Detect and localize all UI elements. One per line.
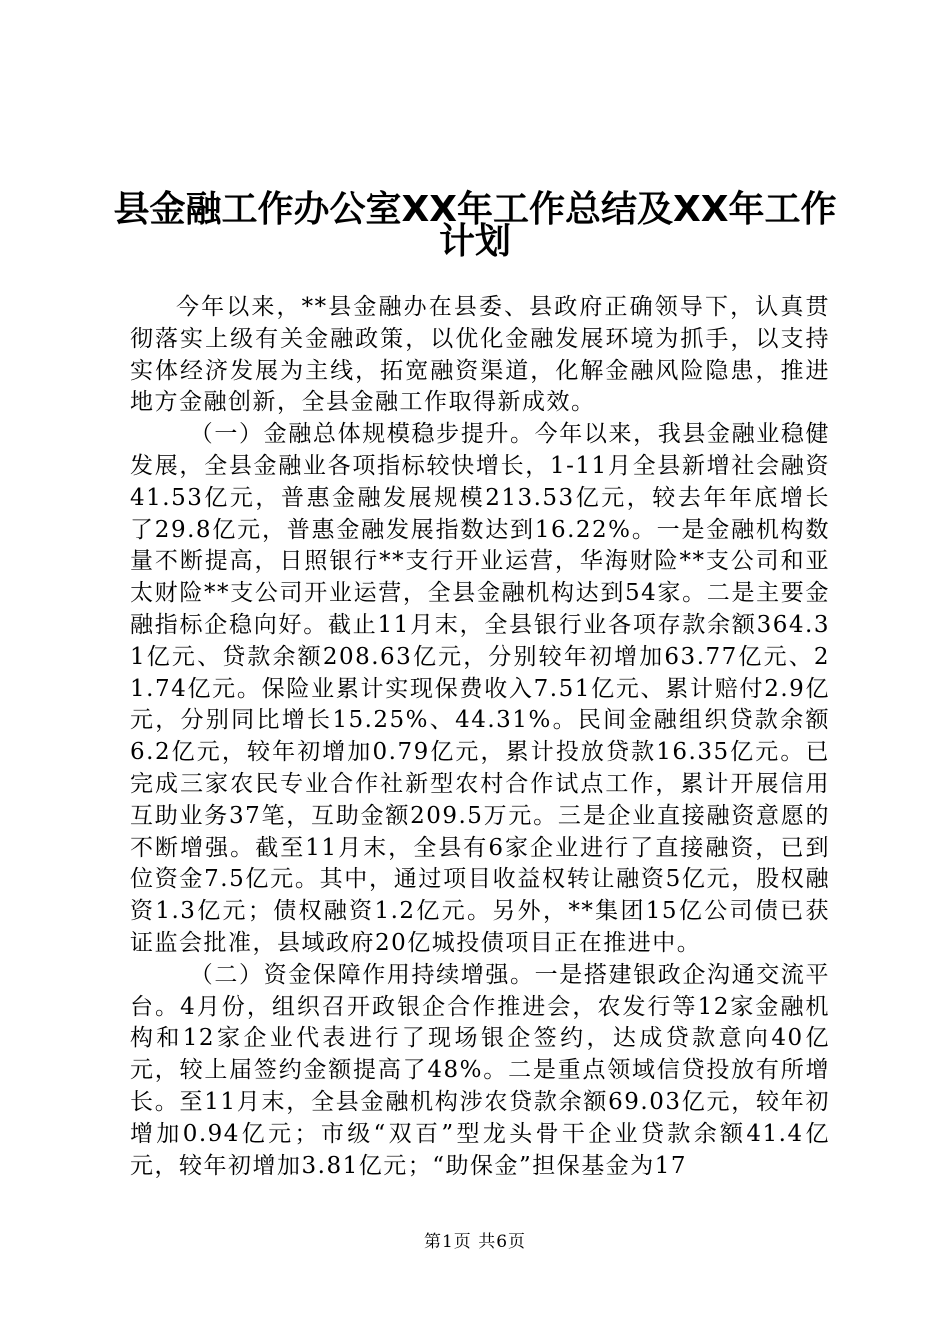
paragraph-section-2: （二）资金保障作用持续增强。一是搭建银政企沟通交流平台。4月份，组织召开政银企合作推进会，农发行等12家金融机构和12家企业代表进行了现场银企签约，达成贷款意向40亿元，较上届签约金额提高了48%。二是重点领域信贷投放有所增长。至11月末，全县金融机构涉农贷款余额69.03亿元，较年初增加0.94亿元；市级“双百”型龙头骨干企业贷款余额41.4亿元，较年初增加3.81亿元；“助保金”担保基金为17	[130, 961, 830, 1179]
paragraph-intro: 今年以来，**县金融办在县委、县政府正确领导下，认真贯彻落实上级有关金融政策，以优化金融发展环境为抓手，以支持实体经济发展为主线，拓宽融资渠道，化解金融风险隐患，推进地方金融创新，全县金融工作取得新成效。	[130, 294, 830, 416]
paragraph-section-1: （一）金融总体规模稳步提升。今年以来，我县金融业稳健发展，全县金融业各项指标较快增长，1-11月全县新增社会融资41.53亿元，普惠金融发展规模213.53亿元，较去年年底增长了29.8亿元，普惠金融发展指数达到16.22%。一是金融机构数量不断提高，日照银行**支行开业运营，华海财险**支公司和亚太财险**支公司开业运营，全县金融机构达到54家。二是主要金融指标企稳向好。截止11月末，全县银行业各项存款余额364.31亿元、贷款余额208.63亿元，分别较年初增加63.77亿元、21.74亿元。保险业累计实现保费收入7.51亿元、累计赔付2.9亿元，分别同比增长15.25%、44.31%。民间金融组织贷款余额6.2亿元，较年初增加0.79亿元，累计投放贷款16.35亿元。已完成三家农民专业合作社新型农村合作试点工作，累计开展信用互助业务37笔，互助金额209.5万元。三是企业直接融资意愿的不断增强。截至11月末，全县有6家企业进行了直接融资，已到位资金7.5亿元。其中，通过项目收益权转让融资5亿元，股权融资1.3亿元；债权融资1.2亿元。另外，**集团15亿公司债已获证监会批准，县域政府20亿城投债项目正在推进中。	[130, 421, 830, 956]
document-title-line-1: 县金融工作办公室XX年工作总结及XX年工作	[113, 189, 837, 230]
document-body	[130, 292, 830, 1182]
page-number-footer: 第1页 共6页	[423, 1232, 527, 1252]
document-title-line-2: 计划	[438, 221, 511, 262]
